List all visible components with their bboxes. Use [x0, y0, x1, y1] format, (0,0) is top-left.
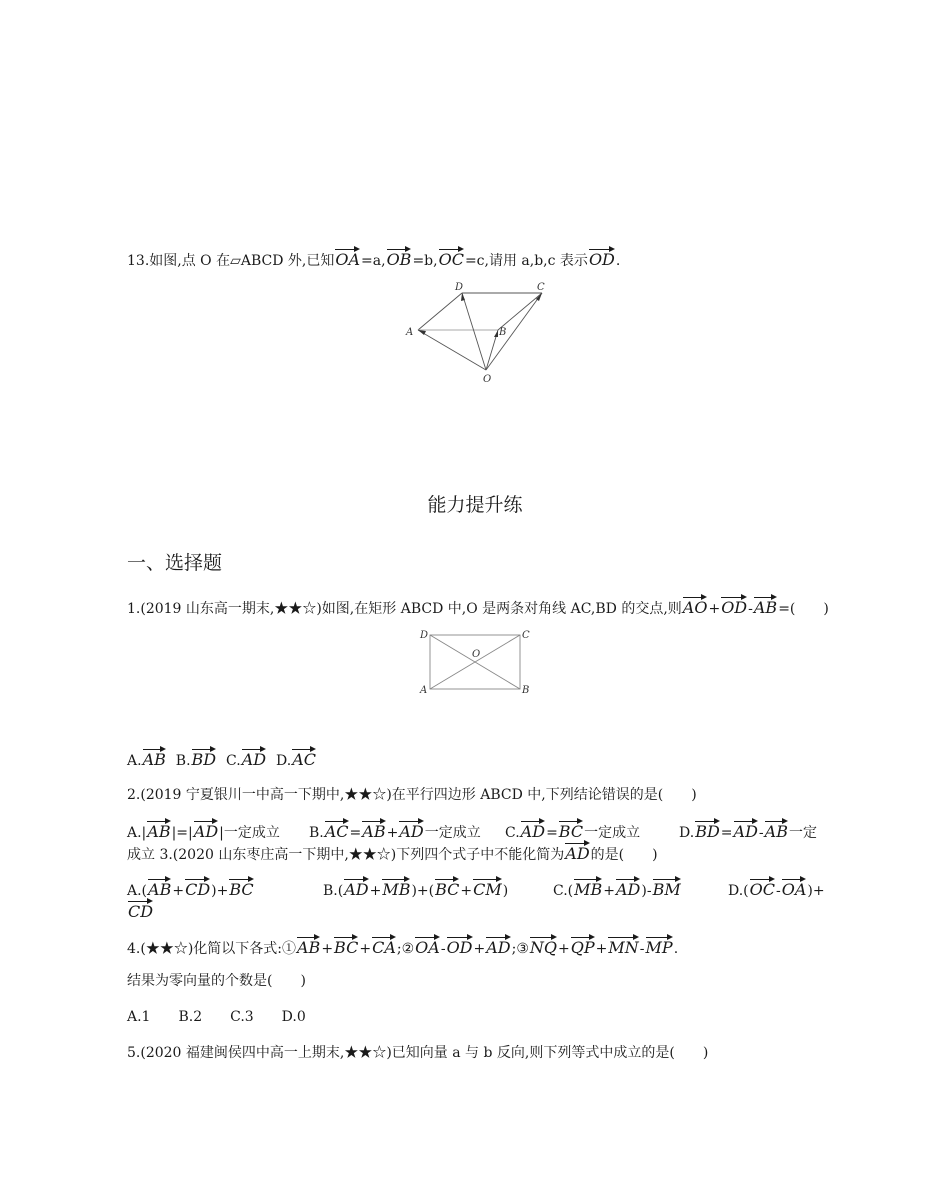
q3-b1: B.(: [323, 883, 344, 899]
label-d: D: [420, 630, 429, 641]
vector-ad: AD: [399, 818, 423, 840]
q3-b3: )+(: [411, 883, 435, 899]
q3-b4: +: [460, 883, 473, 899]
edge-bc: [498, 293, 542, 330]
vector-oa: OA: [335, 246, 360, 268]
vector-ad: AD: [616, 876, 640, 898]
arrow-d: [461, 293, 465, 301]
q3-b2: +: [369, 883, 382, 899]
label-o: O: [483, 374, 492, 385]
q13-figure: [400, 278, 560, 388]
vector-ad: AD: [565, 840, 589, 862]
q1-plus: +: [708, 601, 721, 617]
question-2: 2.(2019 宁夏银川一中高一下期中,★★☆)在平行四边形 ABCD 中,下列结论错误的是( ): [127, 787, 697, 803]
vector-bd: BD: [695, 818, 720, 840]
q4-s5: +: [473, 941, 486, 957]
q1-end: =( ): [778, 601, 829, 617]
q2-b2: =: [349, 825, 362, 841]
q1-minus: -: [748, 601, 753, 617]
vector-ad: AD: [734, 818, 758, 840]
q2-a3: |一定成立: [219, 825, 280, 841]
vector-cm: CM: [473, 876, 502, 898]
vector-od: OD: [721, 594, 747, 616]
q3-d1: D.(: [728, 883, 749, 899]
q3-d2: -: [776, 883, 781, 899]
vector-ad: AD: [344, 876, 368, 898]
q3-option-d: [728, 876, 825, 902]
vector-ab: AB: [143, 746, 166, 768]
q1-options: [127, 746, 317, 772]
q3-c1: C.(: [553, 883, 574, 899]
q4-s3: ;②: [396, 941, 415, 957]
q3-option-c: [553, 876, 682, 902]
question-5: 5.(2020 福建闽侯四中高一上期末,★★☆)已知向量 a 与 b 反向,则下列等式中成立的是( ): [127, 1045, 709, 1061]
q4-s4: -: [440, 941, 446, 957]
q3-end: 的是( ): [590, 847, 658, 863]
q2-c1: C.: [505, 825, 520, 841]
q3-a1: A.(: [127, 883, 148, 899]
q3-option-b: [323, 876, 508, 902]
vector-bc: BC: [334, 934, 358, 956]
q3-c2: +: [603, 883, 615, 899]
vector-ad: AD: [521, 818, 545, 840]
q13-end: .: [615, 253, 621, 269]
vector-ao: AO: [683, 594, 708, 616]
vector-cd: CD: [185, 876, 210, 898]
vector-oa: OA: [782, 876, 807, 898]
q2-d3: -: [758, 825, 764, 841]
label-d: D: [455, 282, 464, 293]
q13-eq-a: =a,: [361, 253, 386, 269]
q1-figure: [412, 626, 542, 698]
vector-cd: CD: [128, 898, 153, 920]
option-c-label: C.: [226, 753, 241, 769]
vector-oc: OC: [750, 876, 775, 898]
q13-prefix: 13.如图,点 O 在▱ABCD 外,已知: [127, 253, 335, 269]
option-b-label: B.: [175, 753, 191, 769]
q2-option-d: [679, 818, 817, 844]
option-a-label: A.: [127, 753, 142, 769]
vector-ad: AD: [194, 818, 218, 840]
q4-s1: +: [321, 941, 334, 957]
question-13: [127, 246, 620, 272]
vector-ab: AB: [362, 818, 385, 840]
vector-bc: BC: [229, 876, 253, 898]
vector-mn: MN: [608, 934, 638, 956]
vector-od: OD: [447, 934, 473, 956]
vector-mb: MB: [382, 876, 410, 898]
vector-od: OD: [589, 246, 615, 268]
question-1: [127, 594, 829, 620]
q4-s8: +: [595, 941, 608, 957]
vector-ab: AB: [297, 934, 320, 956]
vector-bc: BC: [559, 818, 583, 840]
label-c: C: [537, 282, 545, 293]
q13-eq-b: =b,: [412, 253, 438, 269]
label-b: B: [499, 327, 507, 338]
vector-nq: NQ: [530, 934, 557, 956]
question-4: [127, 934, 678, 960]
vector-ad: AD: [242, 746, 266, 768]
vector-ab: AB: [147, 818, 170, 840]
vector-ab: AB: [765, 818, 788, 840]
vector-mp: MP: [646, 934, 673, 956]
q13-eq-c: =c,请用 a,b,c 表示: [464, 253, 588, 269]
vector-ac: AC: [325, 818, 349, 840]
q3-a3: )+: [211, 883, 229, 899]
label-a: A: [420, 685, 428, 696]
q3-c3: )-: [641, 883, 652, 899]
q2-c2: =: [546, 825, 558, 841]
q3-d3: )+: [807, 883, 825, 899]
q3-lead: 成立 3.(2020 山东枣庄高一下期中,★★☆)下列四个式子中不能化简为: [127, 847, 565, 863]
option-d-label: D.: [276, 753, 292, 769]
q4-s6: ;③: [511, 941, 529, 957]
q3-a2: +: [172, 883, 185, 899]
label-b: B: [522, 685, 530, 696]
q4-prefix: 4.(★★☆)化简以下各式:①: [127, 941, 296, 957]
vector-mb: MB: [574, 876, 602, 898]
q4-s7: +: [558, 941, 570, 957]
vector-ac: AC: [292, 746, 316, 768]
q4-s9: -: [639, 941, 645, 957]
q4-question-line: 结果为零向量的个数是( ): [127, 973, 306, 989]
label-o: O: [472, 649, 481, 660]
vector-qp: QP: [571, 934, 595, 956]
vector-ob: OB: [387, 246, 412, 268]
vector-bc: BC: [435, 876, 459, 898]
q2-a2: |=|: [171, 825, 193, 841]
vector-oc: OC: [439, 246, 464, 268]
vector-line-oc: [486, 293, 542, 370]
section-title: 一、选择题: [127, 552, 223, 574]
edge-ad: [418, 293, 462, 330]
vector-bd: BD: [192, 746, 217, 768]
q2-d2: =: [720, 825, 733, 841]
vector-ab: AB: [754, 594, 777, 616]
vector-bm: BM: [653, 876, 681, 898]
vector-ca: CA: [372, 934, 396, 956]
q2-c3: 一定成立: [584, 825, 641, 841]
q2-b4: 一定成立: [424, 825, 481, 841]
q4-s2: +: [359, 941, 372, 957]
vector-ad: AD: [486, 934, 510, 956]
q3-b5: ): [502, 883, 509, 899]
q2-d4: 一定: [788, 825, 817, 841]
q3-option-d-cont: [127, 898, 154, 924]
question-3: [127, 840, 658, 866]
label-c: C: [522, 630, 530, 641]
q2-a1: A.|: [127, 825, 147, 841]
q2-b3: +: [386, 825, 399, 841]
label-a: A: [406, 327, 414, 338]
vector-ab: AB: [148, 876, 171, 898]
section-heading: 能力提升练: [427, 494, 523, 516]
q4-s10: .: [673, 941, 679, 957]
q1-prefix: 1.(2019 山东高一期末,★★☆)如图,在矩形 ABCD 中,O 是两条对角线 AC,BD 的交点,则: [127, 601, 682, 617]
q4-options: A.1 B.2 C.3 D.0: [127, 1009, 306, 1025]
vector-oa: OA: [415, 934, 440, 956]
q2-b1: B.: [309, 825, 324, 841]
q2-d1: D.: [679, 825, 695, 841]
